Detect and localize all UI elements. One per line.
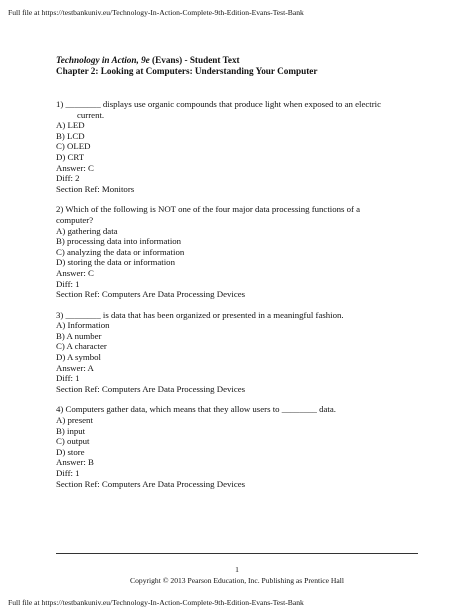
option-b: B) processing data into information — [56, 236, 182, 247]
page-number: 1 — [235, 565, 239, 574]
option-d: D) storing the data or information — [56, 257, 175, 268]
section-ref: Section Ref: Computers Are Data Processing Devices — [56, 289, 246, 300]
option-a: A) present — [56, 415, 93, 426]
option-c: C) A character — [56, 341, 107, 352]
copyright-notice: Copyright © 2013 Pearson Education, Inc. Publishing as Prentice Hall — [130, 576, 344, 585]
section-ref: Section Ref: Computers Are Data Processing Devices — [56, 478, 246, 489]
chapter-heading: Chapter 2: Looking at Computers: Understanding Your Computer — [56, 66, 318, 76]
answer: Answer: A — [56, 362, 94, 373]
answer: Answer: C — [56, 267, 94, 278]
question-3 — [56, 310, 424, 395]
question-stem: 1) ________ displays use organic compounds that produce light when exposed to an electric current. — [56, 99, 382, 120]
option-b: B) LCD — [56, 130, 85, 141]
header-source-url: Full file at https://testbankuniv.eu/Technology-In-Action-Complete-9th-Edition-Evans-Test-Bank — [8, 8, 304, 17]
option-d: D) CRT — [56, 151, 85, 162]
question-4 — [56, 404, 424, 489]
option-b: B) input — [56, 425, 86, 436]
option-a: A) Information — [56, 320, 110, 331]
difficulty: Diff: 1 — [56, 278, 80, 289]
answer: Answer: C — [56, 162, 94, 173]
question-2 — [56, 204, 424, 299]
question-1 — [56, 99, 424, 194]
difficulty: Diff: 2 — [56, 173, 80, 184]
answer: Answer: B — [56, 457, 94, 468]
option-d: D) store — [56, 446, 85, 457]
book-title: Technology in Action, 9e — [56, 55, 150, 65]
difficulty: Diff: 1 — [56, 373, 80, 384]
footer-divider — [56, 553, 418, 554]
document-title — [56, 55, 424, 66]
option-c: C) analyzing the data or information — [56, 246, 185, 257]
difficulty: Diff: 1 — [56, 468, 80, 478]
footer-source-url: Full file at https://testbankuniv.eu/Technology-In-Action-Complete-9th-Edition-Evans-Test-Bank — [8, 598, 304, 607]
option-c: C) OLED — [56, 141, 91, 152]
section-ref: Section Ref: Monitors — [56, 183, 135, 194]
book-title-suffix: (Evans) - Student Text — [149, 55, 240, 65]
document-body — [56, 55, 424, 489]
option-a: A) gathering data — [56, 225, 118, 236]
option-b: B) A number — [56, 330, 102, 341]
option-a: A) LED — [56, 120, 85, 131]
question-stem: 2) Which of the following is NOT one of the four major data processing functions of a computer? — [56, 204, 361, 225]
option-d: D) A symbol — [56, 352, 101, 363]
section-ref: Section Ref: Computers Are Data Processing Devices — [56, 383, 246, 394]
question-stem: 3) ________ is data that has been organized or presented in a meaningful fashion. — [56, 309, 344, 320]
question-stem: 4) Computers gather data, which means that they allow users to ________ data. — [56, 404, 336, 415]
option-c: C) output — [56, 436, 90, 447]
